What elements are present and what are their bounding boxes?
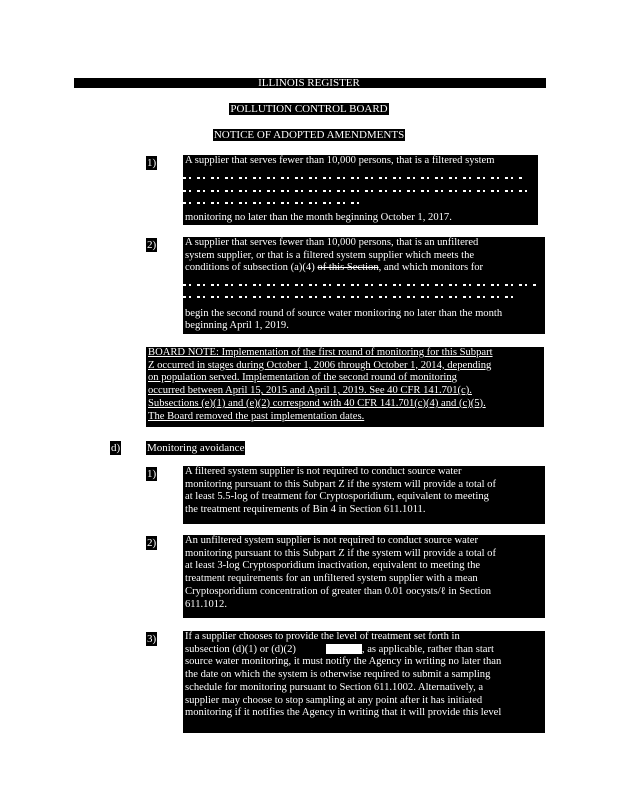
d2-paragraph	[183, 535, 545, 618]
scan-noise	[183, 296, 513, 298]
d2-line-5: Cryptosporidium concentration of greater than 0.01 oocysts/ℓ in Section	[185, 585, 492, 597]
board-note-line-3: on population served. Implementation of the second round of monitoring	[148, 372, 457, 384]
d2-line-3: at least 3-log Cryptosporidium inactivation, equivalent to meeting the	[185, 560, 481, 572]
d3-label: 3)	[147, 633, 157, 645]
d1-line-2: monitoring pursuant to this Subpart Z if the system will provide a total of	[185, 478, 497, 490]
d1-line-1: A filtered system supplier is not required to conduct source water	[185, 466, 462, 477]
redaction-patch	[326, 644, 362, 654]
d2-line-1: An unfiltered system supplier is not required to conduct source water	[185, 535, 479, 546]
d1-label: 1)	[147, 468, 157, 480]
item-1-line-1: A supplier that serves fewer than 10,000 persons, that is a filtered system	[185, 155, 495, 166]
d2-line-4: treatment requirements for an unfiltered system supplier with a mean	[185, 573, 478, 585]
d3-line-2b: , as applicable, rather than start	[361, 643, 494, 655]
board-note-line-5: Subsections (e)(1) and (e)(2) correspond with 40 CFR 141.701(c)(4) and (c)(5).	[148, 397, 486, 409]
d3-line-3: source water monitoring, it must notify the Agency in writing no later than	[185, 656, 502, 668]
d2-line-2: monitoring pursuant to this Subpart Z if the system will provide a total of	[185, 547, 497, 559]
item-2-line-2: system supplier, or that is a filtered system supplier which meets the	[185, 249, 475, 261]
d3-line-1: If a supplier chooses to provide the level of treatment set forth in	[185, 631, 460, 642]
section-d-title: Monitoring avoidance	[147, 442, 245, 454]
register-title-text: ILLINOIS REGISTER	[258, 77, 360, 89]
board-note-line-4: occurred between April 15, 2015 and April 1, 2019. See 40 CFR 141.701(c).	[148, 385, 472, 397]
item-1-line-2: monitoring no later than the month beginning October 1, 2017.	[185, 212, 452, 223]
struck-text: of this Section	[317, 262, 379, 274]
register-title	[0, 76, 618, 90]
board-note-line-2: Z occurred in stages during October 1, 2006 through October 1, 2014, depending	[148, 359, 492, 371]
d1-paragraph	[183, 466, 545, 524]
item-2-paragraph	[183, 237, 545, 334]
d3-line-4: the date on which the system is otherwise required to submit a sampling	[185, 669, 491, 681]
board-note-line-1: BOARD NOTE: Implementation of the first round of monitoring for this Subpart	[148, 347, 493, 358]
d3-line-5: schedule for monitoring pursuant to Section 611.1002. Alternatively, a	[185, 681, 484, 693]
d2-label: 2)	[147, 537, 157, 549]
d1-line-4: the treatment requirements of Bin 4 in Section 611.1011.	[185, 504, 426, 516]
scan-noise	[183, 202, 363, 204]
board-note-line-6: The Board removed the past implementation dates.	[148, 410, 365, 422]
item-1-label: 1)	[147, 157, 157, 169]
scan-noise	[183, 177, 523, 179]
d3-line-7: monitoring if it notifies the Agency in writing that it will provide this level	[185, 707, 502, 719]
notice-title	[0, 128, 618, 142]
item-2-line-1: A supplier that serves fewer than 10,000 persons, that is an unfiltered	[185, 237, 479, 248]
d1-line-3: at least 5.5-log of treatment for Cryptosporidium, equivalent to meeting	[185, 491, 489, 503]
board-note	[146, 347, 544, 427]
d3-line-2	[185, 644, 543, 657]
board-title-text: POLLUTION CONTROL BOARD	[230, 103, 388, 115]
d2-line-6: 611.1012.	[185, 598, 227, 610]
d3-paragraph	[183, 631, 545, 733]
scan-noise	[183, 284, 538, 286]
item-1-paragraph	[183, 155, 538, 225]
item-2-line-4: begin the second round of source water monitoring no later than the month	[185, 308, 503, 319]
section-d-label: d)	[111, 442, 121, 454]
scan-noise	[183, 190, 528, 192]
notice-title-text: NOTICE OF ADOPTED AMENDMENTS	[213, 129, 405, 141]
d3-line-6: supplier may choose to stop sampling at any point after it has initiated	[185, 694, 483, 706]
item-2-line-3: conditions of subsection (a)(4) of this Section, and which monitors for	[185, 262, 484, 274]
item-2-label: 2)	[147, 239, 157, 251]
board-title	[0, 102, 618, 116]
item-2-line-5: beginning April 1, 2019.	[185, 320, 289, 331]
d3-line-2a: subsection (d)(1) or (d)(2)	[185, 643, 296, 655]
